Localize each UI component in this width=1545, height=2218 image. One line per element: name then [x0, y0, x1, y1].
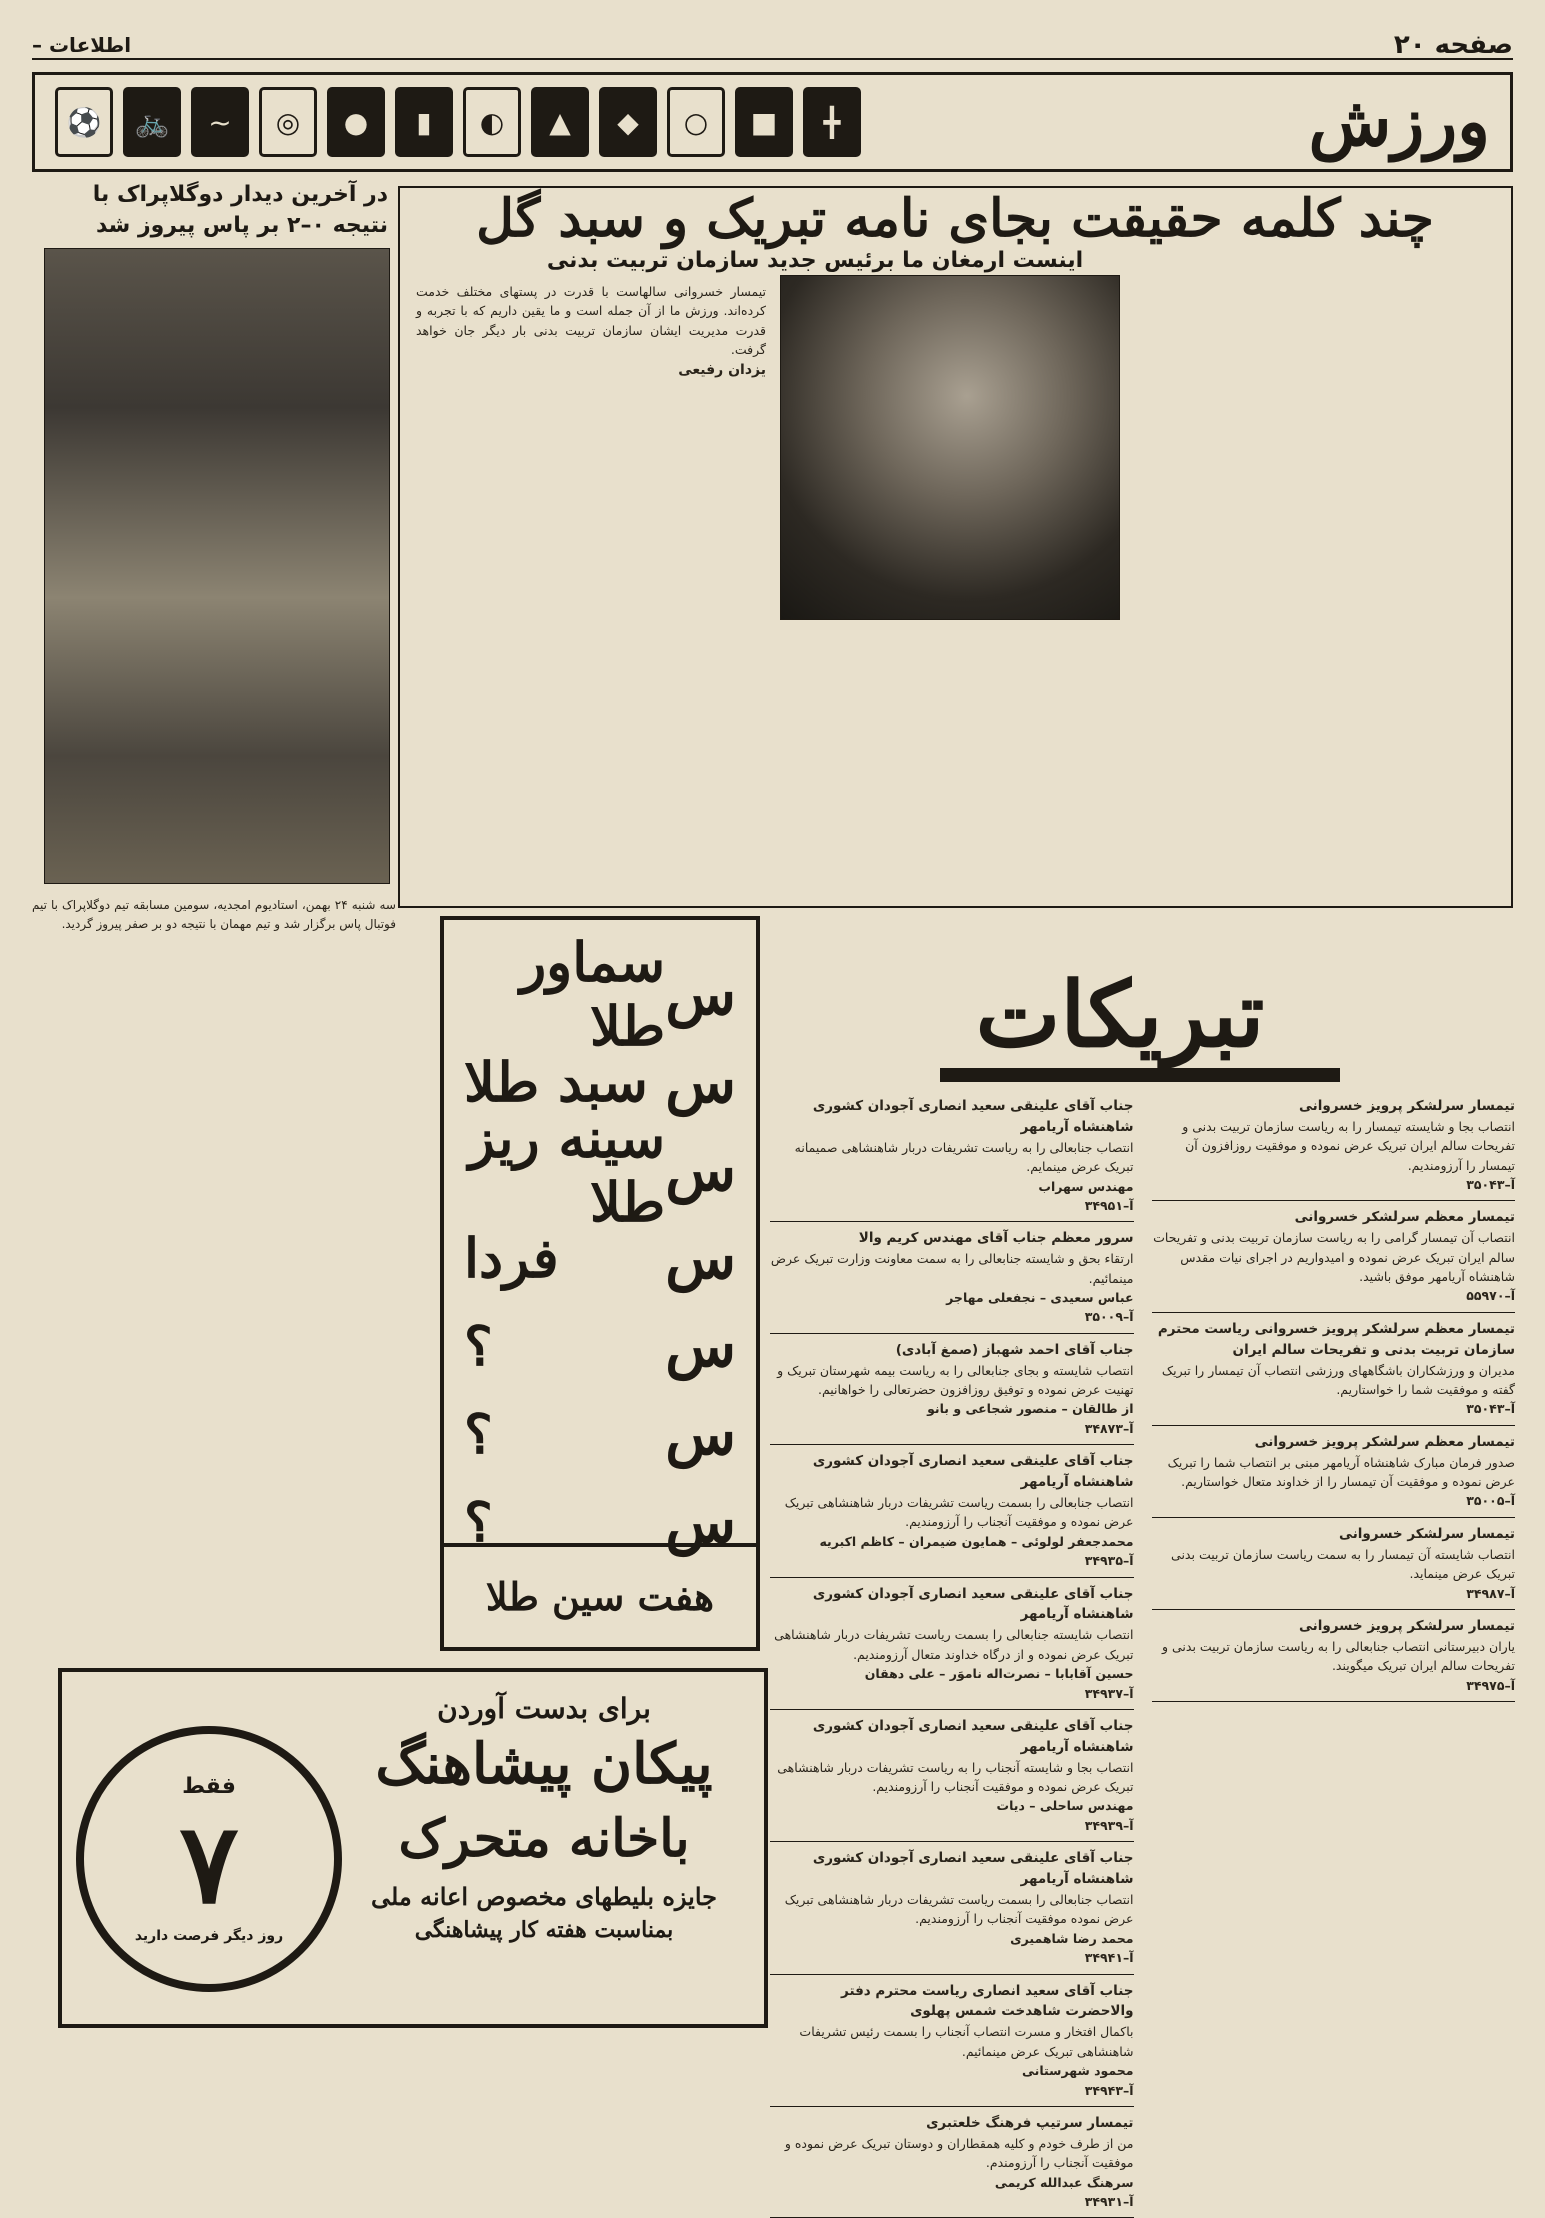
main-headline: چند کلمه حقیقت بجای نامه تبریک و سبد گل — [476, 188, 1434, 249]
congratulation-entry — [770, 1842, 1134, 1974]
days-left-sub: روز دیگر فرصت دارید — [134, 1928, 284, 1944]
haft-sin-letter: س — [665, 1488, 736, 1556]
match-photo — [44, 248, 390, 884]
newspaper-name: اطلاعات – — [32, 33, 132, 57]
entry-code: آ–۳۴۹۴۱ — [1084, 1950, 1134, 1966]
haft-sin-footer: هفت سین طلا — [444, 1543, 756, 1647]
entry-code: آ–۳۴۹۳۵ — [1084, 1553, 1134, 1569]
entry-code: آ–۳۴۹۴۳ — [1084, 2082, 1134, 2098]
entry-title: تیمسار سرلشکر خسروانی — [1339, 1525, 1515, 1542]
paykan-ad — [58, 1668, 768, 2028]
congratulations-title-bar — [940, 1068, 1340, 1082]
entry-body: ارتقاء بحق و شایسته جنابعالی را به سمت معاونت وزارت تبریک عرض مینمائیم. — [770, 1251, 1134, 1286]
haft-sin-ad — [440, 916, 760, 1651]
haft-sin-letter: س — [665, 1136, 736, 1204]
entry-signature: محمود شهرستانی — [1022, 2063, 1134, 2079]
soccer-ball-icon: ⚽ — [55, 87, 113, 157]
congratulation-entry — [1152, 1090, 1516, 1201]
entry-body: مدیران و ورزشکاران باشگاههای ورزشی انتصاب آن تیمسار را تبریک گفته و موفقیت شما را خواستاریم. — [1161, 1362, 1515, 1398]
entry-title: جناب آقای علینقی سعید انصاری آجودان کشوری شاهنشاه آریامهر — [812, 1453, 1134, 1491]
match-report — [32, 896, 396, 1396]
entry-code: آ–۳۵۰۴۳ — [1466, 1401, 1515, 1417]
congratulations-left-column — [770, 1090, 1134, 2209]
entry-title: جناب آقای احمد شهباز (صمغ آبادی) — [895, 1341, 1134, 1358]
haft-sin-item: سماور طلا — [520, 930, 666, 1058]
haft-sin-row — [464, 1390, 736, 1478]
paykan-line4: جایزه بلیطهای مخصوص اعانه ملی — [370, 1882, 717, 1912]
entry-title: جناب آقای علینقی سعید انصاری آجودان کشوری شاهنشاه آریامهر — [812, 1585, 1134, 1623]
congratulation-entry — [1152, 1518, 1516, 1610]
entry-title: جناب آقای سعید انصاری ریاست محترم دفتر والاحضرت شاهدخت شمس پهلوی — [841, 1982, 1134, 2020]
entry-code: آ–۳۵۰۰۹ — [1084, 1309, 1134, 1325]
entry-body: یاران دبیرستانی انتصاب جنابعالی را به ریاست سازمان تربیت بدنی و تفریحات سالم ایران تبریک میگویند. — [1161, 1638, 1515, 1674]
entry-title: جناب آقای علینقی سعید انصاری آجودان کشوری شاهنشاه آریامهر — [812, 1850, 1134, 1888]
haft-sin-item: فردا — [464, 1226, 559, 1290]
match-caption: در آخرین دیدار دوگلاپراک با نتیجه ۰–۲ بر پاس پیروز شد — [92, 182, 388, 238]
congratulations-right-column — [1152, 1090, 1516, 2030]
sport-icon-7: ◐ — [463, 87, 521, 157]
congratulation-entry — [1152, 1313, 1516, 1426]
page-number: صفحه ۲۰ — [1393, 30, 1513, 60]
entry-signature: محمدجعفر لولوئی – همایون ضیمران – کاظم اکبریه — [819, 1533, 1134, 1549]
entry-body: انتصاب شایسته جنابعالی را بسمت ریاست تشریفات دربار شاهنشاهی تبریک عرض نموده و از درگاه خداوند متعال آرزومندیم. — [774, 1627, 1134, 1662]
entry-body: انتصاب جنابعالی را بسمت ریاست تشریفات دربار شاهنشاهی تبریک عرض نموده و موفقیت آنجناب را آرزومندیم. — [784, 1495, 1134, 1530]
sports-banner — [32, 72, 1513, 172]
entry-title: تیمسار سرلشکر پرویز خسروانی — [1299, 1098, 1515, 1114]
entry-code: آ–۳۵۰۴۳ — [1466, 1177, 1515, 1193]
entry-signature: از طالقان – منصور شجاعی و بانو — [927, 1401, 1134, 1417]
sports-section-title: ورزش — [1308, 82, 1490, 162]
entry-title: تیمسار سرتیپ فرهنگ خلعتبری — [926, 2114, 1134, 2131]
sport-icon-10: ○ — [667, 87, 725, 157]
days-left-number: ۷ — [179, 1799, 239, 1928]
haft-sin-letter: س — [665, 960, 736, 1028]
entry-signature: محمد رضا شاهمیری — [1010, 1930, 1134, 1946]
entry-code: آ–۳۴۹۷۵ — [1466, 1677, 1515, 1693]
haft-sin-row — [464, 1302, 736, 1390]
days-left-label: فقط — [182, 1774, 236, 1799]
entry-code: آ–۳۴۹۳۷ — [1084, 1685, 1134, 1701]
entry-code: آ–۳۴۹۵۱ — [1084, 1197, 1134, 1213]
page-header — [32, 32, 1513, 60]
haft-sin-letter: س — [665, 1048, 736, 1116]
haft-sin-item: ؟ — [464, 1314, 493, 1378]
haft-sin-rows — [464, 930, 736, 1566]
sport-icon-6: ▮ — [395, 87, 453, 157]
paykan-line5: بمناسبت هفته کار پیشاهنگی — [414, 1917, 674, 1944]
entry-body: انتصاب بجا و شایسته تیمسار را به ریاست سازمان تربیت بدنی و تفریحات سالم ایران تبریک عرض نموده و موفقیت روزافزون آن تیمسار را آرزومندیم. — [1182, 1118, 1515, 1173]
congratulation-entry — [770, 1334, 1134, 1445]
entry-title: جناب آقای علینقی سعید انصاری آجودان کشوری شاهنشاه آریامهر — [812, 1717, 1134, 1755]
entry-body: انتصاب شایسته آن تیمسار را به سمت ریاست سازمان تربیت بدنی تبریک عرض مینماید. — [1171, 1546, 1515, 1582]
entry-title: جناب آقای علینقی سعید انصاری آجودان کشوری شاهنشاه آریامهر — [812, 1098, 1134, 1135]
match-report-text: سه شنبه ۲۴ بهمن، استادیوم امجدیه، سومین مسابقه تیم دوگلاپراک با تیم فوتبال پاس برگزار شد و تیم مهمان با نتیجه دو بر صفر پیروز گردید. — [32, 898, 396, 931]
entry-body: صدور فرمان مبارک شاهنشاه آریامهر مبنی بر انتصاب شما را تبریک عرض نموده و موفقیت آن تیمسار را از خداوند متعال خواستاریم. — [1167, 1454, 1515, 1490]
paykan-ad-text — [344, 1692, 744, 1943]
sport-icon-8: ▲ — [531, 87, 589, 157]
volleyball-icon: ● — [327, 87, 385, 157]
entry-signature: عباس سعیدی – نجفعلی مهاجر — [946, 1290, 1134, 1306]
haft-sin-letter: س — [665, 1224, 736, 1292]
congratulations-title: تبریکات — [975, 962, 1265, 1068]
congratulation-entry — [1152, 1610, 1516, 1702]
article-column — [416, 282, 766, 892]
sport-icon-12: ╋ — [803, 87, 861, 157]
entry-signature: حسین آقابابا – نصرت‌اله ناموَر – علی دهقان — [864, 1666, 1134, 1682]
entry-body: انتصاب جنابعالی را به ریاست تشریفات دربار شاهنشاهی صمیمانه تبریک عرض مینمایم. — [794, 1139, 1134, 1175]
entry-signature: مهندس ساحلی – دیات — [996, 1798, 1134, 1814]
main-subhead: اینست ارمغان ما برئیس جدید سازمان تربیت بدنی — [546, 248, 1084, 273]
entry-code: آ–۳۴۹۳۹ — [1084, 1817, 1134, 1833]
haft-sin-row — [464, 1106, 736, 1234]
swimmer-icon: ~ — [191, 87, 249, 157]
paykan-line1: برای بدست آوردن — [437, 1692, 651, 1725]
entry-body: باکمال افتخار و مسرت انتصاب آنجناب را بسمت رئیس تشریفات شاهنشاهی تبریک عرض مینمائیم. — [799, 2024, 1134, 2059]
paykan-line3: باخانه متحرک — [398, 1808, 690, 1870]
sport-icons-strip — [55, 87, 1284, 157]
entry-title: تیمسار معظم سرلشکر پرویز خسروانی ریاست محترم سازمان تربیت بدنی و تفریحات سالم ایران — [1157, 1320, 1515, 1358]
haft-sin-letter: س — [665, 1312, 736, 1380]
entry-body: من از طرف خودم و کلیه همقطاران و دوستان تبریک عرض نموده و موفقیت آنجناب را آرزومندم. — [784, 2135, 1134, 2171]
days-left-circle — [76, 1726, 342, 1992]
haft-sin-item: سینه ریز طلا — [468, 1106, 666, 1234]
congratulation-entry — [770, 1090, 1134, 1222]
congratulation-entry — [770, 1578, 1134, 1710]
congratulation-entry — [1152, 1201, 1516, 1312]
congratulation-entry — [770, 2107, 1134, 2218]
entry-title: تیمسار معظم سرلشکر خسروانی — [1294, 1209, 1515, 1226]
sport-icon-9: ◆ — [599, 87, 657, 157]
congratulation-entry — [770, 1222, 1134, 1333]
entry-title: سرور معظم جناب آقای مهندس کریم والا — [858, 1230, 1134, 1247]
entry-code: آ–۳۴۹۸۷ — [1466, 1585, 1515, 1601]
haft-sin-item: ؟ — [464, 1402, 493, 1466]
congratulation-entry — [770, 1975, 1134, 2107]
entry-code: آ–۳۴۹۳۱ — [1084, 2193, 1134, 2209]
article-signature: یزدان رفیعی — [678, 361, 766, 378]
congratulation-entry — [770, 1710, 1134, 1842]
congratulation-entry — [770, 1445, 1134, 1577]
entry-title: تیمسار سرلشکر پرویز خسروانی — [1299, 1617, 1515, 1634]
entry-body: انتصاب شایسته و بجای جنابعالی را به ریاست بیمه شهرستان تبریک و تهنیت عرض نموده و توفیق روزافزون حضرتعالی را خواهانیم. — [777, 1362, 1134, 1398]
paykan-line2: پیکان پیشاهنگ — [375, 1731, 713, 1797]
haft-sin-letter: س — [665, 1400, 736, 1468]
official-portrait-photo — [780, 275, 1120, 620]
entry-title: تیمسار معظم سرلشکر پرویز خسروانی — [1254, 1433, 1515, 1450]
haft-sin-item: ؟ — [464, 1490, 493, 1554]
haft-sin-item: سبد طلا — [464, 1050, 648, 1114]
entry-signature: سرهنگ عبدالله کریمی — [994, 2174, 1134, 2190]
entry-body: انتصاب بجا و شایسته آنجناب را به ریاست تشریفات دربار شاهنشاهی تبریک عرض نموده و موفقیت آنجناب را آرزومندیم. — [777, 1759, 1134, 1795]
basketball-icon: ◎ — [259, 87, 317, 157]
sport-icon-11: ■ — [735, 87, 793, 157]
entry-code: آ–۳۴۸۷۳ — [1084, 1420, 1134, 1436]
entry-signature: مهندس سهراب — [1038, 1178, 1134, 1194]
entry-code: آ–۳۵۰۰۵ — [1466, 1493, 1515, 1509]
entry-code: آ–۵۵۹۷۰ — [1466, 1288, 1515, 1304]
article-text: تیمسار خسروانی سالهاست با قدرت در پستهای مختلف خدمت کرده‌اند. ورزش ما از آن جمله است و ما یقین داریم که با تجربه و قدرت مدیریت ایشان سازمان تربیت بدنی بار دیگر جان خواهد گرفت. — [416, 284, 766, 358]
entry-body: انتصاب آن تیمسار گرامی را به ریاست سازمان تربیت بدنی و تفریحات سالم ایران تبریک عرض نموده و امیدواریم در اجرای نیات مقدس شاهنشاه آریامهر موفق باشید. — [1153, 1230, 1515, 1285]
bicycle-icon: 🚲 — [123, 87, 181, 157]
congratulations-columns — [770, 1090, 1515, 2209]
congratulation-entry — [1152, 1426, 1516, 1518]
entry-body: انتصاب جنابعالی را بسمت ریاست تشریفات دربار شاهنشاهی تبریک عرض نموده موفقیت آنجناب را آرزومندیم. — [784, 1892, 1134, 1927]
haft-sin-row — [464, 930, 736, 1058]
